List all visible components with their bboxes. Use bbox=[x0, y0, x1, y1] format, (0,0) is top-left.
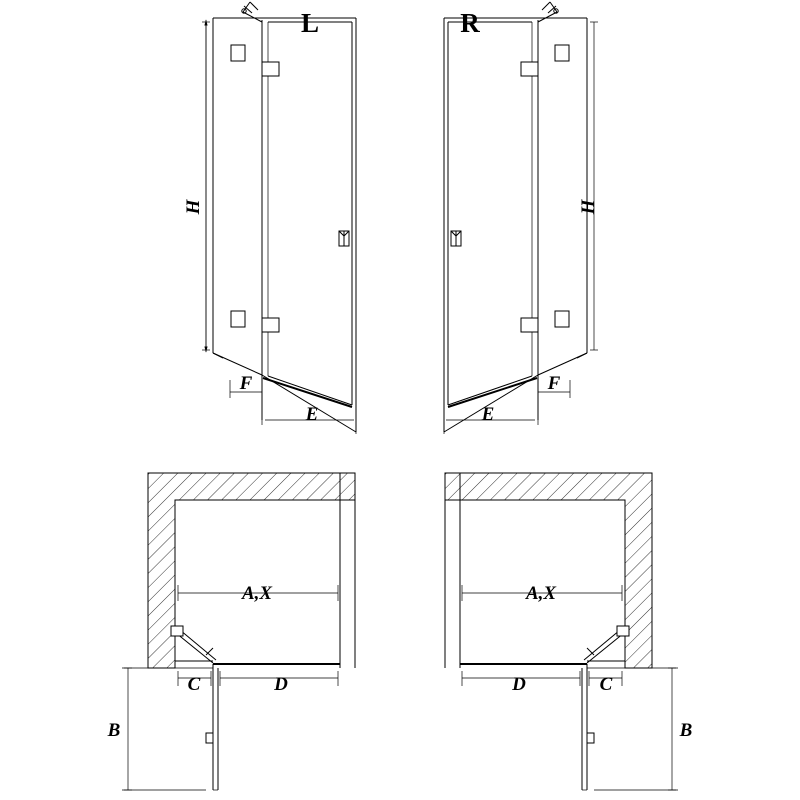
dim-label-h-left: H bbox=[183, 199, 204, 215]
dim-label-c-left: C bbox=[187, 674, 201, 695]
dim-label-e-right: E bbox=[481, 404, 495, 425]
dim-label-ax-right: A,X bbox=[525, 583, 557, 604]
dim-label-d-left: D bbox=[274, 674, 288, 695]
dim-label-f-right: F bbox=[547, 373, 561, 394]
dim-label-ax-left: A,X bbox=[241, 583, 273, 604]
label-left-hand: L bbox=[300, 8, 320, 38]
dim-label-b-left: B bbox=[107, 720, 121, 741]
dim-label-f-left: F bbox=[239, 373, 253, 394]
dim-label-d-right: D bbox=[512, 674, 526, 695]
label-right-hand: R bbox=[460, 8, 480, 38]
dim-label-c-right: C bbox=[599, 674, 613, 695]
dim-label-e-left: E bbox=[305, 404, 319, 425]
dim-label-b-right: B bbox=[679, 720, 693, 741]
dim-label-h-right: H bbox=[578, 199, 599, 215]
